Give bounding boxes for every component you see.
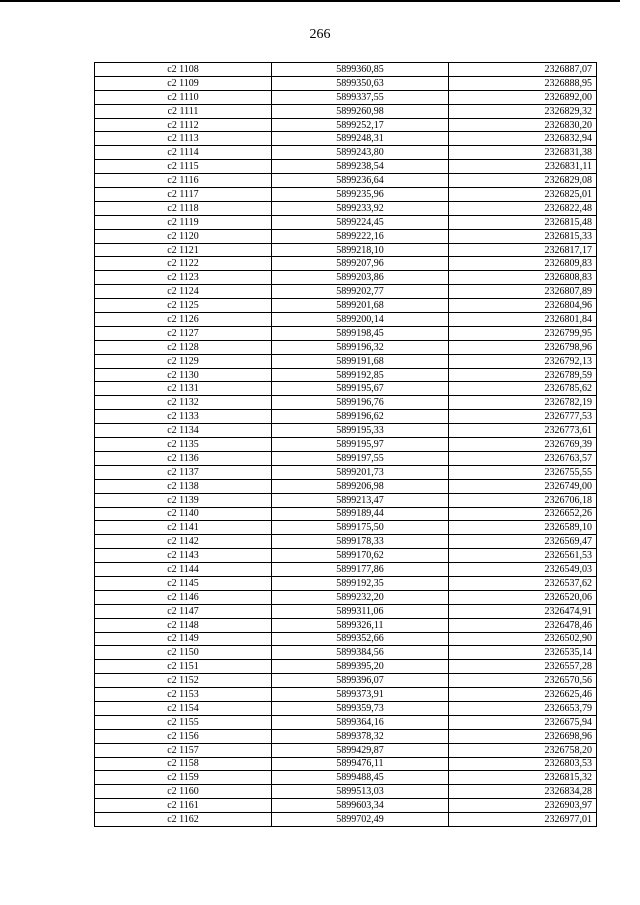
y-coordinate-cell: 2326803,53 [449, 757, 597, 771]
x-coordinate-cell: 5899384,56 [272, 646, 449, 660]
table-row [95, 632, 597, 646]
point-id-cell: с2 1111 [95, 104, 272, 118]
y-coordinate-cell: 2326815,48 [449, 215, 597, 229]
table-row [95, 549, 597, 563]
y-coordinate-cell: 2326706,18 [449, 493, 597, 507]
table-row [95, 243, 597, 257]
x-coordinate-cell: 5899200,14 [272, 313, 449, 327]
point-id-cell: с2 1143 [95, 549, 272, 563]
point-id-cell: с2 1129 [95, 354, 272, 368]
table-row [95, 410, 597, 424]
table-row [95, 507, 597, 521]
table-row [95, 340, 597, 354]
y-coordinate-cell: 2326815,32 [449, 771, 597, 785]
y-coordinate-cell: 2326829,08 [449, 174, 597, 188]
table-row [95, 535, 597, 549]
table-row [95, 382, 597, 396]
y-coordinate-cell: 2326561,53 [449, 549, 597, 563]
point-id-cell: с2 1125 [95, 299, 272, 313]
y-coordinate-cell: 2326815,33 [449, 229, 597, 243]
x-coordinate-cell: 5899396,07 [272, 674, 449, 688]
table-row [95, 229, 597, 243]
x-coordinate-cell: 5899476,11 [272, 757, 449, 771]
point-id-cell: с2 1150 [95, 646, 272, 660]
table-row [95, 618, 597, 632]
point-id-cell: с2 1156 [95, 729, 272, 743]
table-row [95, 104, 597, 118]
y-coordinate-cell: 2326569,47 [449, 535, 597, 549]
x-coordinate-cell: 5899395,20 [272, 660, 449, 674]
point-id-cell: с2 1147 [95, 604, 272, 618]
y-coordinate-cell: 2326809,83 [449, 257, 597, 271]
table-row [95, 799, 597, 813]
y-coordinate-cell: 2326822,48 [449, 201, 597, 215]
x-coordinate-cell: 5899196,76 [272, 396, 449, 410]
point-id-cell: с2 1109 [95, 76, 272, 90]
point-id-cell: с2 1138 [95, 479, 272, 493]
x-coordinate-cell: 5899337,55 [272, 90, 449, 104]
table-row [95, 271, 597, 285]
point-id-cell: с2 1123 [95, 271, 272, 285]
point-id-cell: с2 1144 [95, 563, 272, 577]
point-id-cell: с2 1112 [95, 118, 272, 132]
coordinates-table-body [95, 63, 597, 827]
y-coordinate-cell: 2326589,10 [449, 521, 597, 535]
point-id-cell: с2 1151 [95, 660, 272, 674]
point-id-cell: с2 1121 [95, 243, 272, 257]
x-coordinate-cell: 5899248,31 [272, 132, 449, 146]
table-row [95, 118, 597, 132]
point-id-cell: с2 1127 [95, 326, 272, 340]
y-coordinate-cell: 2326825,01 [449, 188, 597, 202]
y-coordinate-cell: 2326830,20 [449, 118, 597, 132]
y-coordinate-cell: 2326799,95 [449, 326, 597, 340]
table-row [95, 368, 597, 382]
table-row [95, 590, 597, 604]
y-coordinate-cell: 2326977,01 [449, 813, 597, 827]
x-coordinate-cell: 5899235,96 [272, 188, 449, 202]
x-coordinate-cell: 5899238,54 [272, 160, 449, 174]
point-id-cell: с2 1142 [95, 535, 272, 549]
y-coordinate-cell: 2326804,96 [449, 299, 597, 313]
y-coordinate-cell: 2326698,96 [449, 729, 597, 743]
y-coordinate-cell: 2326478,46 [449, 618, 597, 632]
table-row [95, 785, 597, 799]
table-row [95, 132, 597, 146]
x-coordinate-cell: 5899213,47 [272, 493, 449, 507]
y-coordinate-cell: 2326773,61 [449, 424, 597, 438]
x-coordinate-cell: 5899378,32 [272, 729, 449, 743]
x-coordinate-cell: 5899359,73 [272, 701, 449, 715]
table-row [95, 160, 597, 174]
x-coordinate-cell: 5899360,85 [272, 63, 449, 77]
coordinates-table [94, 62, 597, 827]
point-id-cell: с2 1108 [95, 63, 272, 77]
point-id-cell: с2 1141 [95, 521, 272, 535]
table-row [95, 688, 597, 702]
y-coordinate-cell: 2326675,94 [449, 715, 597, 729]
y-coordinate-cell: 2326535,14 [449, 646, 597, 660]
y-coordinate-cell: 2326570,56 [449, 674, 597, 688]
table-row [95, 174, 597, 188]
table-row [95, 90, 597, 104]
x-coordinate-cell: 5899364,16 [272, 715, 449, 729]
x-coordinate-cell: 5899192,35 [272, 576, 449, 590]
y-coordinate-cell: 2326792,13 [449, 354, 597, 368]
x-coordinate-cell: 5899196,32 [272, 340, 449, 354]
y-coordinate-cell: 2326892,00 [449, 90, 597, 104]
table-row [95, 354, 597, 368]
x-coordinate-cell: 5899232,20 [272, 590, 449, 604]
x-coordinate-cell: 5899311,06 [272, 604, 449, 618]
x-coordinate-cell: 5899218,10 [272, 243, 449, 257]
table-row [95, 313, 597, 327]
point-id-cell: с2 1122 [95, 257, 272, 271]
point-id-cell: с2 1134 [95, 424, 272, 438]
table-row [95, 479, 597, 493]
table-row [95, 396, 597, 410]
y-coordinate-cell: 2326817,17 [449, 243, 597, 257]
x-coordinate-cell: 5899202,77 [272, 285, 449, 299]
x-coordinate-cell: 5899352,66 [272, 632, 449, 646]
point-id-cell: с2 1157 [95, 743, 272, 757]
y-coordinate-cell: 2326549,03 [449, 563, 597, 577]
point-id-cell: с2 1131 [95, 382, 272, 396]
table-row [95, 715, 597, 729]
table-row [95, 813, 597, 827]
table-row [95, 424, 597, 438]
point-id-cell: с2 1160 [95, 785, 272, 799]
point-id-cell: с2 1152 [95, 674, 272, 688]
point-id-cell: с2 1161 [95, 799, 272, 813]
y-coordinate-cell: 2326653,79 [449, 701, 597, 715]
x-coordinate-cell: 5899603,34 [272, 799, 449, 813]
point-id-cell: с2 1126 [95, 313, 272, 327]
point-id-cell: с2 1114 [95, 146, 272, 160]
x-coordinate-cell: 5899195,97 [272, 438, 449, 452]
point-id-cell: с2 1132 [95, 396, 272, 410]
y-coordinate-cell: 2326832,94 [449, 132, 597, 146]
table-row [95, 438, 597, 452]
table-row [95, 604, 597, 618]
y-coordinate-cell: 2326502,90 [449, 632, 597, 646]
x-coordinate-cell: 5899192,85 [272, 368, 449, 382]
point-id-cell: с2 1137 [95, 465, 272, 479]
y-coordinate-cell: 2326807,89 [449, 285, 597, 299]
point-id-cell: с2 1148 [95, 618, 272, 632]
table-row [95, 285, 597, 299]
y-coordinate-cell: 2326474,91 [449, 604, 597, 618]
y-coordinate-cell: 2326831,38 [449, 146, 597, 160]
point-id-cell: с2 1115 [95, 160, 272, 174]
table-row [95, 76, 597, 90]
point-id-cell: с2 1133 [95, 410, 272, 424]
x-coordinate-cell: 5899233,92 [272, 201, 449, 215]
x-coordinate-cell: 5899488,45 [272, 771, 449, 785]
table-row [95, 660, 597, 674]
y-coordinate-cell: 2326785,62 [449, 382, 597, 396]
x-coordinate-cell: 5899177,86 [272, 563, 449, 577]
y-coordinate-cell: 2326888,95 [449, 76, 597, 90]
y-coordinate-cell: 2326789,59 [449, 368, 597, 382]
x-coordinate-cell: 5899326,11 [272, 618, 449, 632]
x-coordinate-cell: 5899170,62 [272, 549, 449, 563]
point-id-cell: с2 1120 [95, 229, 272, 243]
y-coordinate-cell: 2326887,07 [449, 63, 597, 77]
y-coordinate-cell: 2326520,06 [449, 590, 597, 604]
x-coordinate-cell: 5899198,45 [272, 326, 449, 340]
x-coordinate-cell: 5899201,73 [272, 465, 449, 479]
table-row [95, 701, 597, 715]
y-coordinate-cell: 2326557,28 [449, 660, 597, 674]
y-coordinate-cell: 2326755,55 [449, 465, 597, 479]
table-row [95, 188, 597, 202]
top-rule [0, 0, 620, 2]
table-row [95, 257, 597, 271]
point-id-cell: с2 1116 [95, 174, 272, 188]
x-coordinate-cell: 5899243,80 [272, 146, 449, 160]
x-coordinate-cell: 5899429,87 [272, 743, 449, 757]
point-id-cell: с2 1153 [95, 688, 272, 702]
table-row [95, 299, 597, 313]
point-id-cell: с2 1135 [95, 438, 272, 452]
table-row [95, 646, 597, 660]
point-id-cell: с2 1162 [95, 813, 272, 827]
x-coordinate-cell: 5899222,16 [272, 229, 449, 243]
y-coordinate-cell: 2326763,57 [449, 451, 597, 465]
point-id-cell: с2 1140 [95, 507, 272, 521]
page-number: 266 [309, 27, 331, 42]
point-id-cell: с2 1139 [95, 493, 272, 507]
x-coordinate-cell: 5899178,33 [272, 535, 449, 549]
point-id-cell: с2 1110 [95, 90, 272, 104]
point-id-cell: с2 1128 [95, 340, 272, 354]
table-row [95, 493, 597, 507]
x-coordinate-cell: 5899195,33 [272, 424, 449, 438]
point-id-cell: с2 1158 [95, 757, 272, 771]
x-coordinate-cell: 5899175,50 [272, 521, 449, 535]
table-row [95, 757, 597, 771]
y-coordinate-cell: 2326801,84 [449, 313, 597, 327]
x-coordinate-cell: 5899191,68 [272, 354, 449, 368]
point-id-cell: с2 1155 [95, 715, 272, 729]
y-coordinate-cell: 2326652,26 [449, 507, 597, 521]
x-coordinate-cell: 5899195,67 [272, 382, 449, 396]
table-row [95, 451, 597, 465]
point-id-cell: с2 1136 [95, 451, 272, 465]
point-id-cell: с2 1124 [95, 285, 272, 299]
point-id-cell: с2 1118 [95, 201, 272, 215]
table-row [95, 215, 597, 229]
x-coordinate-cell: 5899224,45 [272, 215, 449, 229]
x-coordinate-cell: 5899189,44 [272, 507, 449, 521]
table-row [95, 465, 597, 479]
y-coordinate-cell: 2326749,00 [449, 479, 597, 493]
x-coordinate-cell: 5899252,17 [272, 118, 449, 132]
x-coordinate-cell: 5899513,03 [272, 785, 449, 799]
x-coordinate-cell: 5899702,49 [272, 813, 449, 827]
table-row [95, 326, 597, 340]
point-id-cell: с2 1117 [95, 188, 272, 202]
y-coordinate-cell: 2326537,62 [449, 576, 597, 590]
x-coordinate-cell: 5899201,68 [272, 299, 449, 313]
x-coordinate-cell: 5899373,91 [272, 688, 449, 702]
point-id-cell: с2 1149 [95, 632, 272, 646]
table-row [95, 743, 597, 757]
y-coordinate-cell: 2326777,53 [449, 410, 597, 424]
y-coordinate-cell: 2326798,96 [449, 340, 597, 354]
y-coordinate-cell: 2326808,83 [449, 271, 597, 285]
point-id-cell: с2 1119 [95, 215, 272, 229]
y-coordinate-cell: 2326831,11 [449, 160, 597, 174]
x-coordinate-cell: 5899196,62 [272, 410, 449, 424]
point-id-cell: с2 1113 [95, 132, 272, 146]
table-row [95, 63, 597, 77]
point-id-cell: с2 1154 [95, 701, 272, 715]
x-coordinate-cell: 5899207,96 [272, 257, 449, 271]
y-coordinate-cell: 2326758,20 [449, 743, 597, 757]
table-row [95, 146, 597, 160]
x-coordinate-cell: 5899203,86 [272, 271, 449, 285]
table-row [95, 729, 597, 743]
x-coordinate-cell: 5899197,55 [272, 451, 449, 465]
x-coordinate-cell: 5899206,98 [272, 479, 449, 493]
x-coordinate-cell: 5899260,98 [272, 104, 449, 118]
y-coordinate-cell: 2326834,28 [449, 785, 597, 799]
point-id-cell: с2 1146 [95, 590, 272, 604]
table-row [95, 674, 597, 688]
y-coordinate-cell: 2326769,39 [449, 438, 597, 452]
table-row [95, 771, 597, 785]
point-id-cell: с2 1159 [95, 771, 272, 785]
y-coordinate-cell: 2326829,32 [449, 104, 597, 118]
table-row [95, 201, 597, 215]
y-coordinate-cell: 2326903,97 [449, 799, 597, 813]
y-coordinate-cell: 2326782,19 [449, 396, 597, 410]
x-coordinate-cell: 5899236,64 [272, 174, 449, 188]
point-id-cell: с2 1130 [95, 368, 272, 382]
table-row [95, 563, 597, 577]
table-row [95, 576, 597, 590]
table-row [95, 521, 597, 535]
y-coordinate-cell: 2326625,46 [449, 688, 597, 702]
point-id-cell: с2 1145 [95, 576, 272, 590]
x-coordinate-cell: 5899350,63 [272, 76, 449, 90]
